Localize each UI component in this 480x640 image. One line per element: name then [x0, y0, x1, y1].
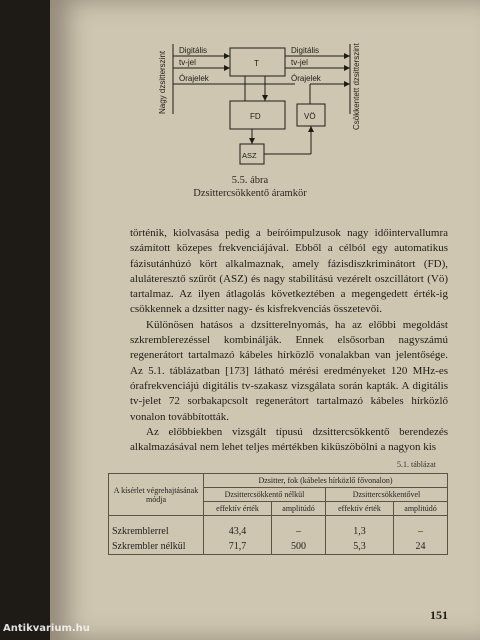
paragraph-2: Különösen hatásos a dzsitterelnyomás, ha az előbbi megoldást szkremblerezéssel kombinálják. Ennek elsősorban nagyszámú regenerátort tartalmazó kábeles hírközlő vonalakban van jelentősége. Az 5.1. táblázatban [173] látható mérési eredményeket 120 MHz-es órafrekvenciájú digitális tv-szakasz vizsgálata során kapták. A digitális tv-jelet 72 sorbakapcsolt regenerátort tartalmazó kábeles hírközlő vonalon továbbították.	[130, 318, 448, 423]
cell: 24	[394, 539, 448, 555]
paragraph-1: történik, kiolvasása pedig a beíróimpulzusok nagy időintervallumra számított közepes frekvenciájával. Ebből a célból egy automatikus fázisutánhúzó kört alkalmaznak, amely fázisdiszkriminátort (FD), aluláteresztő szűrőt (ASZ) és nagy stabilitású vezérelt oszcillátort (Vö) tartalmaz. Az ilyen átlagolás következtében a megengedett érték-ig csökkennek a dzsitter nagy- és kisfrekvenciás összetevői.	[130, 227, 448, 316]
input-label-1: Digitális	[179, 46, 208, 55]
cell: 5,3	[325, 539, 393, 555]
col-header: amplitúdó	[272, 502, 326, 516]
cell: 1,3	[325, 516, 393, 540]
table-row	[109, 516, 448, 540]
body-text	[130, 226, 448, 455]
right-side-label: Csökkentett dzsitterszint	[352, 43, 361, 130]
row-label: Szkrembler nélkül	[109, 539, 204, 555]
table-row	[109, 539, 448, 555]
cell: –	[394, 516, 448, 540]
col-header: effektív érték	[325, 502, 393, 516]
block-asz-label: ASZ	[242, 151, 257, 160]
left-side-label: Nagy dzsitterszint	[158, 50, 167, 114]
paragraph-3: Az előbbiekben vizsgált típusú dzsittercsökkentő berendezés alkalmazásával nem lehet teljes mértékben kiküszöbölni a nagyon kis	[130, 425, 448, 454]
data-table	[108, 473, 448, 555]
table-label: 5.1. táblázat	[397, 460, 436, 469]
row-label: Szkremblerrel	[109, 516, 204, 540]
input-label-3: Órajelek	[179, 74, 209, 83]
output-label-3: Órajelek	[291, 74, 321, 83]
figure-caption-title: Dzsittercsökkentő áramkör	[193, 188, 307, 199]
col-header: amplitúdó	[394, 502, 448, 516]
watermark: Antikvarium.hu	[3, 623, 90, 634]
figure-caption-number: 5.5. ábra	[231, 175, 269, 186]
block-vo-label: VÖ	[304, 112, 316, 121]
output-label-1: Digitális	[291, 46, 320, 55]
corner-header: A kísérlet végrehajtásának módja	[109, 474, 204, 516]
cell: –	[272, 516, 326, 540]
page-number: 151	[430, 608, 448, 622]
output-label-2: tv-jel	[291, 58, 308, 67]
cell: 71,7	[204, 539, 272, 555]
cell: 43,4	[204, 516, 272, 540]
block-diagram	[145, 26, 375, 176]
block-t-label: T	[254, 59, 259, 68]
group-header: Dzsitter, fok (kábeles hírközlő fővonalon)	[204, 474, 448, 488]
sub-header-without: Dzsittercsökkentő nélkül	[204, 488, 326, 502]
input-label-2: tv-jel	[179, 58, 196, 67]
book-page	[50, 0, 480, 640]
col-header: effektív érték	[204, 502, 272, 516]
diagram-svg	[145, 26, 375, 176]
block-fd-label: FD	[250, 112, 261, 121]
sub-header-with: Dzsittercsökkentővel	[325, 488, 447, 502]
cell: 500	[272, 539, 326, 555]
